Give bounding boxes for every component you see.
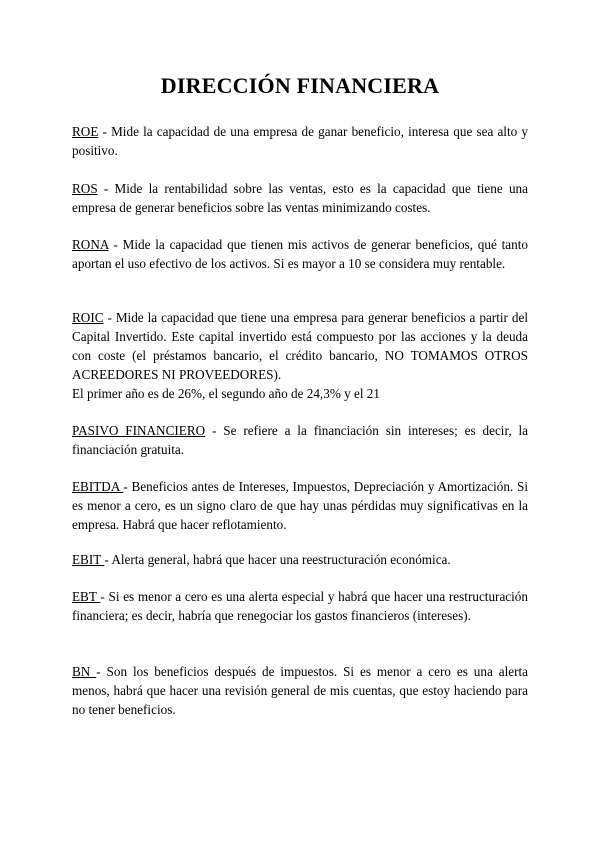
page-title: DIRECCIÓN FINANCIERA bbox=[160, 73, 440, 98]
definition-text-roe: - Mide la capacidad de una empresa de ganar beneficio, interesa que sea alto y positivo. bbox=[72, 124, 528, 158]
definition-roe bbox=[72, 122, 528, 160]
term-roic: ROIC bbox=[72, 310, 104, 325]
term-bn: BN bbox=[72, 664, 97, 679]
term-ebit: EBIT bbox=[72, 552, 105, 567]
definition-ebt bbox=[72, 587, 528, 625]
definition-roic-paragraph bbox=[72, 308, 528, 384]
term-ros: ROS bbox=[72, 181, 98, 196]
definition-ebit bbox=[72, 550, 528, 569]
term-rona: RONA bbox=[72, 237, 109, 252]
roic-note: El primer año es de 26%, el segundo año de 24,3% y el 21 bbox=[72, 386, 380, 401]
definition-text-ros: - Mide la rentabilidad sobre las ventas, esto es la capacidad que tiene una empresa de generar beneficios sobre las ventas minimizando costes. bbox=[72, 181, 528, 215]
definition-ros bbox=[72, 179, 528, 217]
definition-rona bbox=[72, 235, 528, 273]
term-ebt: EBT bbox=[72, 589, 101, 604]
definition-text-roic: - Mide la capacidad que tiene una empresa para generar beneficios a partir del Capital Invertido. Este capital invertido está compuesto por las acciones y la deuda con coste (el préstamos bancario, el crédito bancario, NO TOMAMOS OTROS ACREEDORES NI PROVEEDORES). bbox=[72, 310, 528, 382]
term-roe: ROE bbox=[72, 124, 99, 139]
definition-bn bbox=[72, 662, 528, 719]
definition-roic bbox=[72, 308, 528, 403]
definition-text-ebt: - Si es menor a cero es una alerta especial y habrá que hacer una restructuración financiera; es decir, habría que renegociar los gastos financieros (intereses). bbox=[72, 589, 528, 623]
definition-text-ebitda: - Beneficios antes de Intereses, Impuestos, Depreciación y Amortización. Si es menor a cero, es un signo claro de que hay unas pérdidas muy significativas en la empresa. Habrá que hacer reflotamiento. bbox=[72, 479, 528, 532]
definition-ebitda bbox=[72, 477, 528, 534]
term-ebitda: EBITDA bbox=[72, 479, 124, 494]
definition-text-pasivo-financiero: - Se refiere a la financiación sin intereses; es decir, la financiación gratuita. bbox=[72, 423, 529, 457]
definition-text-ebit: - Alerta general, habrá que hacer una reestructuración económica. bbox=[104, 552, 451, 567]
definition-text-rona: - Mide la capacidad que tienen mis activos de generar beneficios, qué tanto aportan el uso efectivo de los activos. Si es mayor a 10 se considera muy rentable. bbox=[72, 237, 528, 271]
term-pasivo-financiero: PASIVO FINANCIERO bbox=[72, 423, 206, 438]
definition-text-bn: - Son los beneficios después de impuestos. Si es menor a cero es una alerta menos, habrá que hacer una revisión general de mis cuentas, que estoy haciendo para no tener beneficios. bbox=[72, 664, 528, 717]
definition-pasivo-financiero bbox=[72, 421, 528, 459]
